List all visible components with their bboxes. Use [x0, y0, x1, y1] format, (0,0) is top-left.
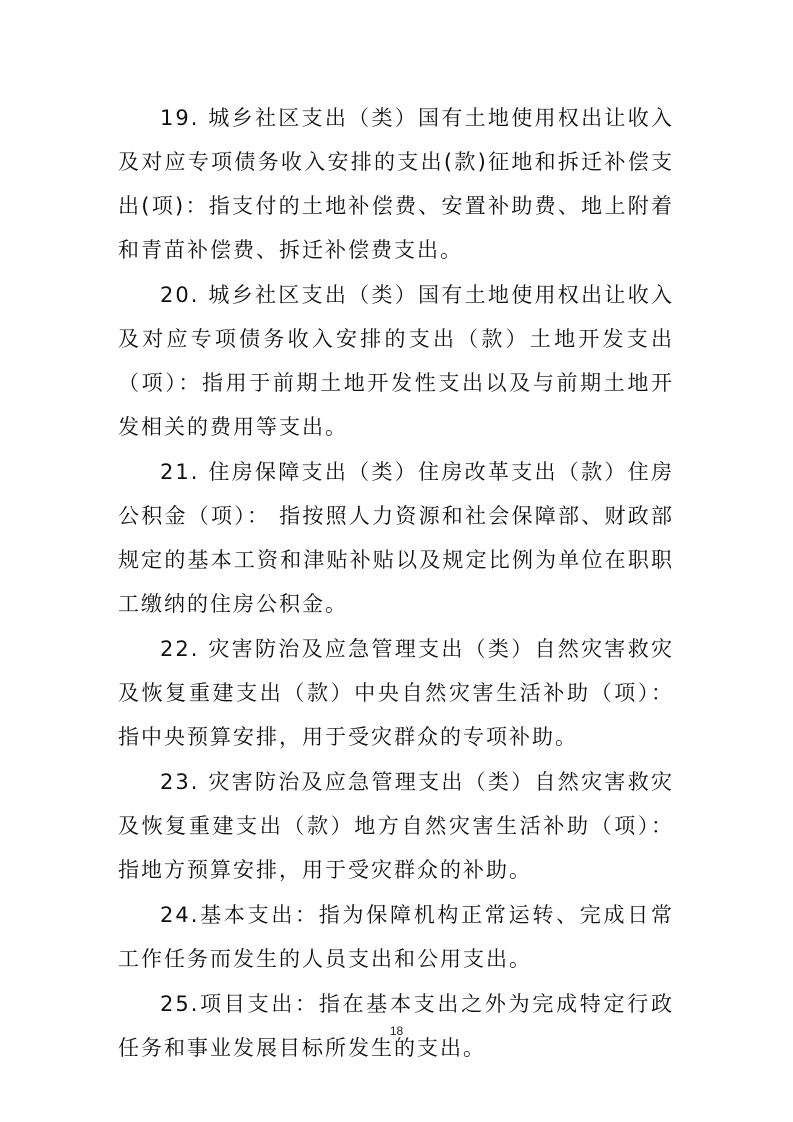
paragraph-24: 24.基本支出：指为保障机构正常运转、完成日常工作任务而发生的人员支出和公用支出。 — [118, 903, 674, 971]
paragraph-21: 21. 住房保障支出（类）住房改革支出（款）住房公积金（项）： 指按照人力资源和社会保障部、财政部规定的基本工资和津贴补贴以及规定比例为单位在职职工缴纳的住房公积金。 — [118, 460, 674, 616]
document-body — [118, 96, 674, 1071]
page-number: 18 — [389, 1024, 404, 1038]
paragraph-23: 23. 灾害防治及应急管理支出（类）自然灾害救灾及恢复重建支出（款）地方自然灾害生活补助（项）：指地方预算安排，用于受灾群众的补助。 — [118, 770, 674, 882]
paragraph-22: 22. 灾害防治及应急管理支出（类）自然灾害救灾及恢复重建支出（款）中央自然灾害生活补助（项）：指中央预算安排，用于受灾群众的专项补助。 — [118, 637, 674, 749]
paragraph-25: 25.项目支出：指在基本支出之外为完成特定行政任务和事业发展目标所发生的支出。 — [118, 992, 674, 1060]
paragraph-19: 19. 城乡社区支出（类）国有土地使用权出让收入及对应专项债务收入安排的支出(款)征地和拆迁补偿支出(项)：指支付的土地补偿费、安置补助费、地上附着和青苗补偿费、拆迁补偿费支出。 — [118, 106, 674, 262]
paragraph-20: 20. 城乡社区支出（类）国有土地使用权出让收入及对应专项债务收入安排的支出（款）土地开发支出（项）：指用于前期土地开发性支出以及与前期土地开发相关的费用等支出。 — [118, 283, 674, 439]
